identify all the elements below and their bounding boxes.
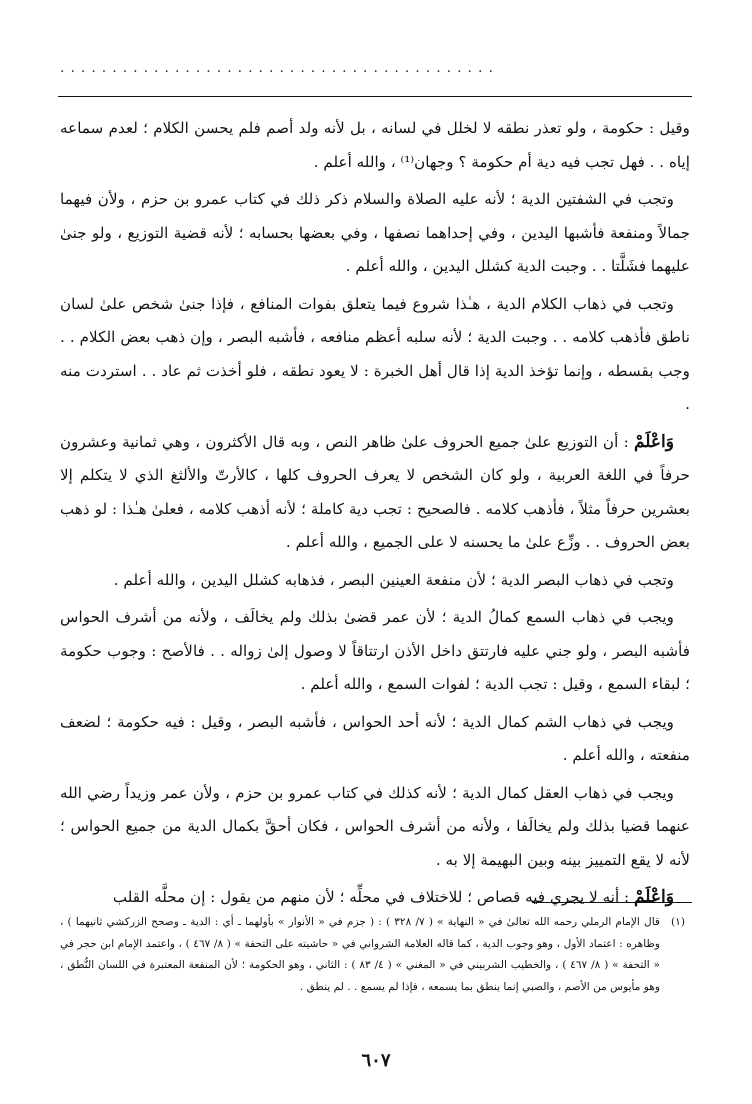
paragraph-lead: وَاعْلَمْ xyxy=(633,431,674,452)
footnote-rule xyxy=(532,902,692,903)
paragraph xyxy=(60,564,690,598)
paragraph-text: ويجب في ذهاب السمع كمالُ الدية ؛ لأن عمر قضىٰ بذلك ولم يخالَف ، ولأنه من أشرف الحواس فأشبه البصر ، ولو جني عليه فارتتق داخل الأذن ارتتاقاً لا وصول إلىٰ زواله . . فالأصح : وجوب حكومة ؛ لبقاء السمع ، وقيل : تجب الدية ؛ لفوات السمع ، والله أعلم . xyxy=(60,608,690,693)
paragraph-text: ويجب في ذهاب الشم كمال الدية ؛ لأنه أحد الحواس ، فأشبه البصر ، وقيل : فيه حكومة ؛ لضعف منفعته ، والله أعلم . xyxy=(60,712,690,764)
paragraph xyxy=(60,183,690,284)
footnote-text: قال الإمام الرملي رحمه الله تعالىٰ في « النهاية » ( ٧/ ٣٢٨ ) : ( جزم في « الأنوار » بأولهما ـ أي : الدية ـ وصحح الزركشي ثانيهما ) ، وظاهره : اعتماد الأول ، وهو وجوب الدية ، كما قاله العلامة الشرواني في « حاشيته على التحفة » ( ٨/ ٤٦٧ ) ، واعتمد الإمام ابن حجر في « التحفة » ( ٨/ ٤٦٧ ) ، والخطيب الشربيني في « المغني » ( ٤/ ٨٣ ) : الثاني ، وهو الحكومة ؛ لأن المنفعة المعتبرة في اللسان النُّطق ، وهو مأيوس من الأصم ، والصبي إنما ينطق بما يسمعه ، فإذا لم يسمع . . لم ينطق . xyxy=(60,916,661,993)
paragraph-text: وتجب في ذهاب البصر الدية ؛ لأن منفعة العينين البصر ، فذهابه كشلل اليدين ، والله أعلم . xyxy=(113,570,674,589)
paragraph-text: وتجب في ذهاب الكلام الدية ، هـٰذا شروع فيما يتعلق بفوات المنافع ، فإذا جنىٰ شخص علىٰ لسان ناطق فأذهب كلامه . . وجبت الدية ؛ لأنه سلبه أعظم منافعه ، فأشبه البصر ، وإن ذهب بعض الكلام . . وجب بقسطه ، وإنما تؤخذ الدية إذا قال أهل الخبرة : لا يعود نطقه ، فلو أخذت ثم عاد . . استردت منه . xyxy=(60,294,690,413)
paragraph xyxy=(60,881,690,915)
page-number: ٦٠٧ xyxy=(361,1050,391,1071)
paragraph-text: : أنه لا يجري فيه قصاص ؛ للاختلاف في محلِّه ؛ لأن منهم من يقول : إن محلَّه القلب xyxy=(112,888,630,906)
paragraph-text: وتجب في الشفتين الدية ؛ لأنه عليه الصلاة والسلام ذكر ذلك في كتاب عمرو بن حزم ، ولأن فيهما جمالاً ومنفعة فأشبها اليدين ، وفي إحداهما نصفها ، وفي بعضها بحسابه ؛ لأنه قضية التوزيع ، ولو جنىٰ عليهما فشَلَّتا . . وجبت الدية كشلل اليدين ، والله أعلم . xyxy=(60,190,690,275)
paragraph-text: ويجب في ذهاب العقل كمال الدية ؛ لأنه كذلك في كتاب عمرو بن حزم ، ولأن عمر وزيداً رضي الله عنهما قضيا بذلك ولم يخالَفا ، ولأنه من أشرف الحواس ، فكان أحقَّ بكمال الدية من جميع الحواس ؛ لأنه لا يقع التمييز بينه وبين البهيمة إلا به . xyxy=(60,783,690,869)
paragraph xyxy=(60,777,690,878)
paragraph-text: وقيل : حكومة ، ولو تعذر نطقه لا لخلل في لسانه ، بل لأنه ولد أصم فلم يحسن الكلام ؛ لعدم سماعه إياه . . فهل تجب فيه دية أم حكومة ؟ وجهان⁽¹⁾ ، والله أعلم . xyxy=(60,119,690,171)
footnote xyxy=(60,912,690,998)
header-rule xyxy=(58,96,692,97)
main-text xyxy=(60,112,690,919)
paragraph xyxy=(60,112,690,179)
paragraph xyxy=(60,706,690,773)
paragraph xyxy=(60,601,690,702)
paragraph xyxy=(60,288,690,422)
paragraph-lead: وَاعْلَمْ xyxy=(633,887,674,907)
header-dots: .......................................... xyxy=(60,60,499,76)
paragraph-text: : أن التوزيع علىٰ جميع الحروف علىٰ ظاهر النص ، وبه قال الأكثرون ، وهي ثمانية وعشرون حرفاً في اللغة العربية ، ولو كان الشخص لا يعرف الحروف كلها ، كالأرتّ والألثغ الذي لا يتكلم إلا بعشرين حرفاً مثلاً ، فأذهب كلامه . فالصحيح : تجب دية كاملة ؛ لأنه أذهب كلامه ، فعلىٰ هـٰذا : لو ذهب بعض الحروف . . وزِّع علىٰ ما يحسنه لا على الجميع ، والله أعلم . xyxy=(60,432,690,551)
paragraph xyxy=(60,426,690,560)
footnote-number: (١) xyxy=(671,916,685,928)
